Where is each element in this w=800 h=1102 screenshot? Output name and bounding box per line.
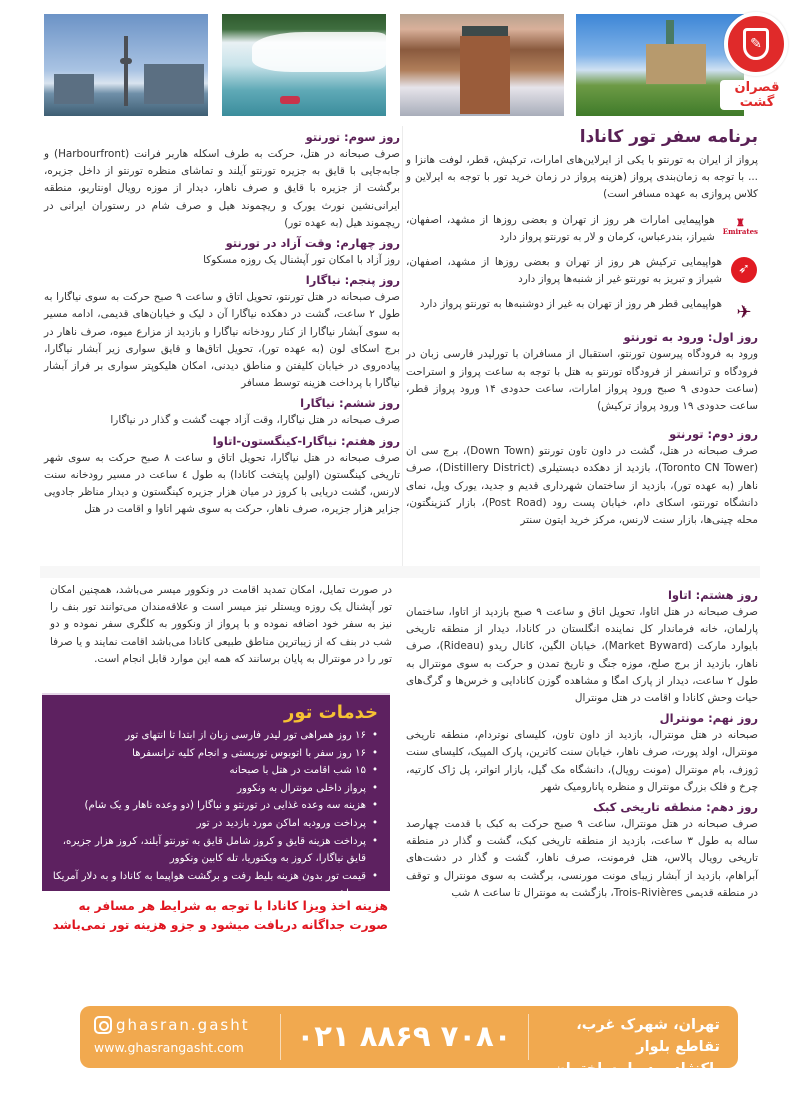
address-line-2: پاکنژاد و دریا، ساختمان کسری [553, 1061, 720, 1099]
cn-tower-shape [124, 36, 128, 106]
website-link[interactable]: www.ghasrangasht.com [94, 1040, 244, 1055]
airline-qatar-text: هواپیمایی قطر هر روز از تهران به غیر از دوشنبه‌ها به تورنتو پرواز دارد [419, 298, 722, 311]
services-item: • پرداخت ورودیه اماکن مورد بازدید در تور [52, 815, 378, 833]
visa-fee-note: هزینه اخذ ویزا کانادا با توجه به شرایط هر مسافر به صورت جداگانه دریافت میشود و جزو هزینه تور نمی‌باشد [52, 899, 388, 932]
photo-quebec-chateau [400, 14, 564, 116]
day6-text: صرف صبحانه در هتل نیاگارا، وقت آزاد جهت گشت و گذار در نیاگارا [110, 414, 400, 427]
photo-niagara-falls [222, 14, 386, 116]
emirates-logo-icon: ♜ Emirates [722, 217, 758, 236]
day3-text: صرف صبحانه در هتل، حرکت به طرف اسکله هاربر فرانت (Harbourfront) و جابه‌جایی با قایق به جزیره تورنتو آیلند و تماشای منظره تورنتو از داخل جزیره، برگشت از جزیره با قایق و صرف ناهار، دیدار از موزه رویال اونتاریو، منطقه ایرانی‌نشین نورث یورک و ریچموند هیل و صرف شام در رستوران ایرانی در ریچموند هیل (به عهده تور) [44, 148, 401, 229]
brand-logo [718, 8, 796, 110]
photo-toronto-skyline [44, 14, 208, 116]
day8-text: صرف صبحانه در هتل اتاوا، تحویل اتاق و ساعت ۹ صبح بازدید از اتاوا، ساختمان پارلمان، خانه فرماندار کل نماینده انگلستان در کانادا، دیدار از منطقه تاریخی بایوارد مارکت (Market Byward)، خیابان الگین، کانال ریدو (Rideau)، صرف ناهار، بازدید از برج صلح، موزه جنگ و تاریخ تمدن و حرکت به سوی مونترال به طول ۲ ساعت، دیدار از پارک امگا و مشاهده گوزن کانادایی و خرس‌ها و گرگ‌های حیات وحش کانادا و اقامت در هتل مونترال [406, 606, 758, 705]
day7-title: روز هفتم: نیاگارا-کینگستون-اتاوا [212, 433, 400, 448]
day2-title: روز دوم: تورنتو [669, 427, 758, 442]
day10-title: روز دهم: منطقه تاریخی کبک [593, 800, 758, 815]
airline-turkish [406, 254, 758, 288]
day7-text: صرف صبحانه در هتل نیاگارا، تحویل اتاق و ساعت ۸ صبح حرکت به سوی شهر تاریخی کینگستون (اولین پایتخت کانادا) به طول ٤ ساعت در مسیر رودخانه سنت لارنس، گشت دریایی با کروز در میان هزار جزیره کینگستون و دیدار مناظر جادویی جزایر هزار جزیره، صرف ناهار، حرکت به سوی شهر اتاوا و اقامت در هتل [44, 451, 400, 516]
services-item: • پرداخت هزینه قایق و کروز شامل قایق به تورنتو آیلند، کروز هزار جزیره، قایق نیاگارا، کروز به ویکتوریا، تله کابین ونکوور [52, 833, 378, 868]
airline-emirates [406, 212, 758, 246]
page-title: برنامه سفر تور کانادا [579, 127, 758, 147]
services-item: • ۱۶ روز همراهی تور لیدر فارسی زبان از ابتدا تا انتهای تور [52, 727, 378, 745]
airline-qatar [406, 296, 758, 326]
shield-icon: ✎ [743, 28, 769, 60]
section-separator [40, 566, 760, 578]
day2-text: صرف صبحانه در هتل، گشت در داون تاون تورنتو (Down Town)، برج سی ان (Toronto CN Tower)، بازدید از دهکده دیستیلری (Distillery District)، صرف ناهار (به عهده تور)، بازدید از ساختمان شهرداری قدیم و جدید، یورک ویل، نمای دانشگاه تورنتو، اسکای دام، خیابان پست رود (Post Road)، بازار کنزینگتون، محله چینی‌ها، بازار سنت لارنس، مرکز خرید ایتون سنتر [406, 445, 759, 527]
day1-text: ورود به فرودگاه پیرسون تورنتو، استقبال از مسافران با تورلیدر فارسی زبان در فرودگاه و ترانسفر از فرودگاه تورنتو به هتل با توجه به ساعت پرواز و استراحت (ساعت حدودی ۹ صبح ورود پرواز امارات، ساعت حدودی ۱۴ ورود پرواز قطر، ساعت حدودی ۱۹ ورود پرواز ترکیش) [406, 348, 758, 413]
qatar-airways-logo-icon: ✈ [736, 301, 752, 323]
instagram-handle[interactable]: ghasran.gasht [116, 1016, 250, 1034]
day4-title: روز چهارم: وقت آزاد در تورنتو [225, 236, 400, 251]
services-item: • قیمت تور بدون هزینه بلیط رفت و برگشت هواپیما به کانادا و به دلار آمریکا می‌باشد [52, 868, 378, 903]
day5-title: روز پنجم: نیاگارا [305, 273, 400, 288]
phone-number[interactable]: ۰۲۱ ۸۸۶۹ ۷۰۸۰ [296, 1019, 512, 1053]
logo-badge [724, 12, 788, 76]
services-item: • پرواز داخلی مونترال به ونکوور [52, 780, 378, 798]
day8-title: روز هشتم: اتاوا [667, 588, 758, 602]
address [538, 1014, 720, 1102]
itinerary-right-bottom-column [406, 584, 758, 902]
services-item: • هزینه سه وعده غذایی در تورنتو و نیاگارا (دو وعده ناهار و یک شام) [52, 797, 378, 815]
itinerary-left-column [44, 126, 400, 518]
day3-title: روز سوم: تورنتو [305, 130, 400, 144]
social-links [94, 1014, 276, 1058]
tour-services-box [42, 693, 390, 900]
airline-emirates-text: هواپیمایی امارات هر روز از تهران و بعضی روزها از مشهد، اصفهان، شیراز، بندرعباس، کرمان و لار به تورنتو پرواز دارد [406, 213, 715, 243]
itinerary-right-column [406, 124, 758, 529]
day5-text: صرف صبحانه در هتل تورنتو، تحویل اتاق و ساعت ۹ صبح حرکت به سوی نیاگارا به طول ۲ ساعت، گشت در دهکده نیاگارا آن د لیک و خیابان‌های قدیمی، ادامه مسیر به سوی آبشار نیاگارا از کنار رودخانه نیاگارا و بازدید از مزارع میوه، صرف ناهار در برج اسکای لون (به عهده تور)، تحویل اتاق‌ها و قایق سواری زیر آبشار نیاگارا، پیاده‌روی در خیابان کلیفتن و مناطق دیدنی، امکان هلیکوپتر سواری بر فراز آبشار نیاگارا با پرداخت هزینه توسط مسافر [44, 291, 400, 390]
day6-title: روز ششم: نیاگارا [300, 396, 400, 411]
footer-divider [528, 1014, 529, 1060]
services-item: • ۱۶ روز سفر با اتوبوس توریستی و انجام کلیه ترانسفرها [52, 745, 378, 763]
column-divider [402, 126, 403, 566]
brand-name: قصران گشت [720, 80, 794, 110]
day10-text: صرف صبحانه در هتل مونترال، ساعت ۹ صبح حرکت به کبک با قدمت چهارصد ساله به طول ۳ ساعت، بازدید از منطقه تاریخی کبک، گشت و گذار در منطقه تاریخی رویال پالاس، هتل فرمونت، صرف ناهار، گشت و گذار در دشت‌های آبراهام، بازدید از آبشار زیبای مونت مورنسی، برگشت به سوی مونترال و توقف در منطقه قدیمی Trois-Rivières، بازگشت به مونترال تا ساعت ۸ شب [406, 818, 759, 899]
address-line-1: تهران، شهرک غرب، تقاطع بلوار [576, 1017, 720, 1055]
boat-shape [280, 96, 300, 104]
extension-note-block [50, 582, 392, 668]
services-item: • ۱۵ شب اقامت در هتل با صبحانه [52, 762, 378, 780]
turkish-airlines-logo-icon: ➶ [730, 256, 758, 284]
day1-title: روز اول: ورود به تورنتو [623, 330, 758, 345]
extension-note: در صورت تمایل، امکان تمدید اقامت در ونکوور میسر می‌باشد، همچنین امکان تور آپشنال یک روزه ویستلر نیز میسر است و علاقه‌مندان می‌توانند تور بنف را نیز به سفر خود اضافه نموده و با پرواز از ونکوور به کلگری سفر نموده و دو شب در بنف که از زیباترین مناطق طبیعی کانادا می‌باشد اقامت نمایند و یا صرفا تور را در مونترال به پایان برسانند که همه این موارد قابل انجام است. [50, 584, 392, 665]
intro-text: پرواز از ایران به تورنتو با یکی از ایرلاین‌های امارات، ترکیش، قطر، لوفت هانزا و ... با توجه به زمان‌بندی پرواز (هزینه پرواز در زمان خرید تور با توجه به ایرلاین و کلاس پروازی به عهده مسافر است) [406, 154, 758, 201]
contact-footer [80, 1006, 738, 1099]
header-photo-strip [44, 14, 744, 118]
footer-divider [280, 1014, 281, 1060]
services-list [52, 727, 378, 903]
airline-turkish-text: هواپیمایی ترکیش هر روز از تهران و بعضی روزها از مشهد، اصفهان، شیراز و تبریز به تورنتو غیر از شنبه‌ها پرواز دارد [406, 256, 722, 286]
services-title: خدمات تور [283, 702, 378, 723]
day9-text: صبحانه در هتل مونترال، بازدید از داون تاون، کلیسای نوتردام، منطقه تاریخی مونترال، اولد پورت، صرف ناهار، خیابان سنت کاترین، پارک المپیک، کلیسای سنت ژوزف، بام مونترال (مونت رویال)، دانشگاه مک گیل، بازار اتواتر، پل ژاک کارتیه، چرخ و فلک بزرگ مونترال و منظره پانارومیک شهر [406, 729, 758, 793]
instagram-icon [94, 1016, 112, 1034]
day9-title: روز نهم: مونترال [659, 711, 758, 726]
day4-text: روز آزاد با امکان تور آپشنال یک روزه مسکوکا [203, 254, 400, 267]
